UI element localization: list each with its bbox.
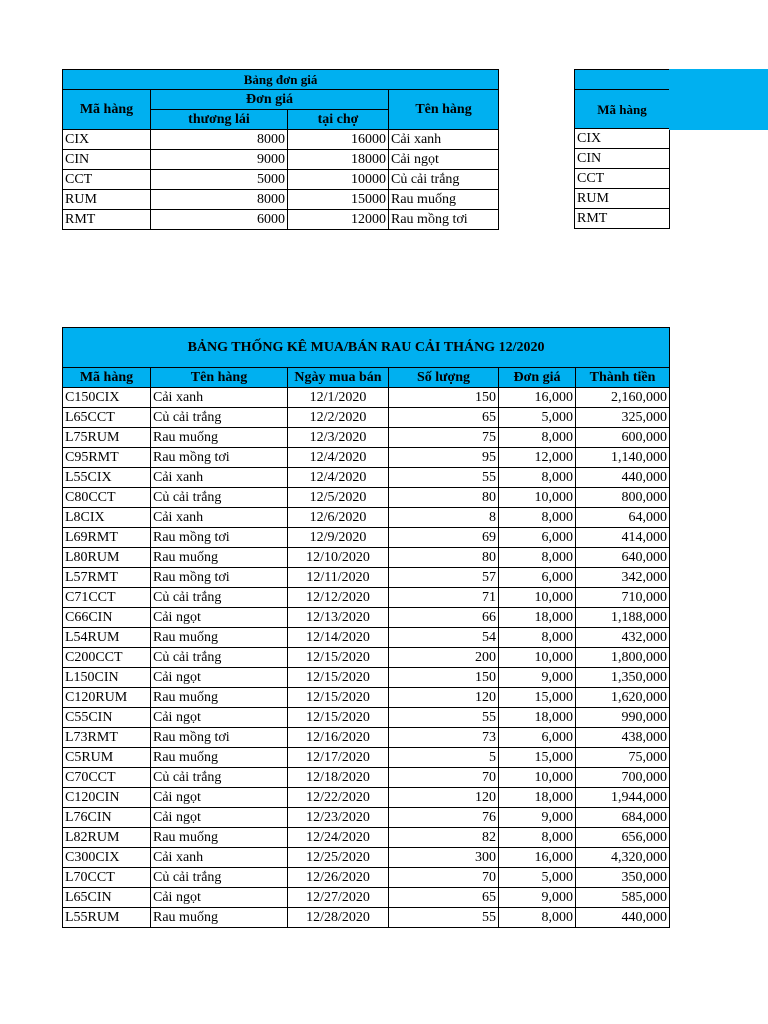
stats-date-cell: 12/9/2020: [288, 528, 389, 548]
price-code-cell: CIN: [63, 150, 151, 170]
stats-code-cell: L75RUM: [63, 428, 151, 448]
stats-row: [63, 588, 670, 608]
price-row: [63, 170, 499, 190]
price-col-name: Tên hàng: [389, 90, 499, 130]
lookup-row: [575, 189, 670, 209]
lookup-code-cell: RMT: [575, 209, 670, 229]
stats-total-cell: 325,000: [576, 408, 670, 428]
stats-table: [62, 327, 670, 928]
stats-qty-cell: 71: [389, 588, 499, 608]
stats-name-cell: Rau mồng tơi: [151, 528, 288, 548]
stats-qty-cell: 300: [389, 848, 499, 868]
stats-code-cell: C55CIN: [63, 708, 151, 728]
stats-row: [63, 628, 670, 648]
lookup-row: [575, 149, 670, 169]
stats-name-cell: Rau muống: [151, 748, 288, 768]
stats-price-cell: 16,000: [499, 388, 576, 408]
stats-price-cell: 9,000: [499, 888, 576, 908]
stats-total-cell: 1,140,000: [576, 448, 670, 468]
stats-date-cell: 12/10/2020: [288, 548, 389, 568]
stats-date-cell: 12/12/2020: [288, 588, 389, 608]
price-row: [63, 210, 499, 230]
stats-date-cell: 12/25/2020: [288, 848, 389, 868]
stats-total-cell: 440,000: [576, 468, 670, 488]
price-name-cell: Cải xanh: [389, 130, 499, 150]
stats-date-cell: 12/15/2020: [288, 708, 389, 728]
stats-code-cell: C95RMT: [63, 448, 151, 468]
stats-row: [63, 688, 670, 708]
stats-code-cell: L65CIN: [63, 888, 151, 908]
stats-price-cell: 6,000: [499, 728, 576, 748]
stats-row: [63, 668, 670, 688]
stats-price-cell: 6,000: [499, 568, 576, 588]
stats-date-cell: 12/6/2020: [288, 508, 389, 528]
stats-name-cell: Củ cải trắng: [151, 868, 288, 888]
stats-date-cell: 12/15/2020: [288, 668, 389, 688]
price-name-cell: Rau muống: [389, 190, 499, 210]
stats-price-cell: 18,000: [499, 708, 576, 728]
stats-row: [63, 508, 670, 528]
price-market-cell: 16000: [288, 130, 389, 150]
stats-name-cell: Rau muống: [151, 688, 288, 708]
lookup-row: [575, 129, 670, 149]
stats-date-cell: 12/28/2020: [288, 908, 389, 928]
stats-row: [63, 748, 670, 768]
stats-total-cell: 75,000: [576, 748, 670, 768]
stats-date-cell: 12/11/2020: [288, 568, 389, 588]
price-market-cell: 12000: [288, 210, 389, 230]
stats-code-cell: L55RUM: [63, 908, 151, 928]
price-market-cell: 18000: [288, 150, 389, 170]
stats-date-cell: 12/18/2020: [288, 768, 389, 788]
stats-total-cell: 432,000: [576, 628, 670, 648]
stats-qty-cell: 120: [389, 788, 499, 808]
stats-price-cell: 18,000: [499, 788, 576, 808]
price-wholesale-cell: 5000: [151, 170, 288, 190]
stats-name-cell: Cải xanh: [151, 508, 288, 528]
stats-name-cell: Rau muống: [151, 908, 288, 928]
stats-name-cell: Cải xanh: [151, 468, 288, 488]
stats-name-cell: Rau mồng tơi: [151, 728, 288, 748]
stats-price-cell: 8,000: [499, 908, 576, 928]
stats-total-cell: 1,188,000: [576, 608, 670, 628]
stats-qty-cell: 54: [389, 628, 499, 648]
stats-total-cell: 1,800,000: [576, 648, 670, 668]
stats-row: [63, 848, 670, 868]
stats-total-cell: 1,620,000: [576, 688, 670, 708]
price-table-body: [63, 130, 499, 230]
stats-date-cell: 12/22/2020: [288, 788, 389, 808]
stats-price-cell: 18,000: [499, 608, 576, 628]
stats-qty-cell: 66: [389, 608, 499, 628]
stats-price-cell: 15,000: [499, 748, 576, 768]
lookup-blank-header: [575, 70, 670, 90]
blue-header-block: [669, 69, 768, 130]
stats-name-cell: Cải ngọt: [151, 808, 288, 828]
stats-col-header: Đơn giá: [499, 368, 576, 388]
stats-row: [63, 728, 670, 748]
stats-total-cell: 640,000: [576, 548, 670, 568]
stats-price-cell: 5,000: [499, 408, 576, 428]
price-name-cell: Cải ngọt: [389, 150, 499, 170]
stats-price-cell: 8,000: [499, 628, 576, 648]
stats-code-cell: L57RMT: [63, 568, 151, 588]
stats-price-cell: 10,000: [499, 488, 576, 508]
stats-total-cell: 710,000: [576, 588, 670, 608]
stats-date-cell: 12/16/2020: [288, 728, 389, 748]
stats-name-cell: Củ cải trắng: [151, 648, 288, 668]
stats-row: [63, 528, 670, 548]
lookup-row: [575, 209, 670, 229]
price-code-cell: RUM: [63, 190, 151, 210]
stats-code-cell: C200CCT: [63, 648, 151, 668]
price-table-title: Bảng đơn giá: [63, 70, 499, 90]
stats-col-header: Ngày mua bán: [288, 368, 389, 388]
stats-price-cell: 8,000: [499, 828, 576, 848]
stats-qty-cell: 95: [389, 448, 499, 468]
stats-price-cell: 8,000: [499, 428, 576, 448]
stats-code-cell: C150CIX: [63, 388, 151, 408]
stats-code-cell: C71CCT: [63, 588, 151, 608]
stats-total-cell: 342,000: [576, 568, 670, 588]
lookup-code-cell: CCT: [575, 169, 670, 189]
lookup-row: [575, 169, 670, 189]
stats-qty-cell: 57: [389, 568, 499, 588]
price-market-cell: 10000: [288, 170, 389, 190]
lookup-code-cell: CIN: [575, 149, 670, 169]
stats-code-cell: L80RUM: [63, 548, 151, 568]
price-col-market: tại chợ: [288, 110, 389, 130]
stats-date-cell: 12/1/2020: [288, 388, 389, 408]
stats-price-cell: 10,000: [499, 768, 576, 788]
price-col-code: Mã hàng: [63, 90, 151, 130]
stats-date-cell: 12/27/2020: [288, 888, 389, 908]
stats-date-cell: 12/17/2020: [288, 748, 389, 768]
stats-qty-cell: 55: [389, 708, 499, 728]
stats-col-header: Số lượng: [389, 368, 499, 388]
stats-price-cell: 8,000: [499, 548, 576, 568]
stats-qty-cell: 69: [389, 528, 499, 548]
stats-table-body: [63, 388, 670, 928]
stats-price-cell: 6,000: [499, 528, 576, 548]
stats-total-cell: 990,000: [576, 708, 670, 728]
stats-row: [63, 828, 670, 848]
stats-qty-cell: 65: [389, 888, 499, 908]
stats-code-cell: L8CIX: [63, 508, 151, 528]
stats-qty-cell: 150: [389, 668, 499, 688]
stats-row: [63, 488, 670, 508]
stats-row: [63, 908, 670, 928]
stats-name-cell: Củ cải trắng: [151, 768, 288, 788]
price-code-cell: RMT: [63, 210, 151, 230]
stats-col-header: Tên hàng: [151, 368, 288, 388]
stats-price-cell: 9,000: [499, 808, 576, 828]
stats-price-cell: 8,000: [499, 508, 576, 528]
stats-row: [63, 648, 670, 668]
stats-code-cell: C70CCT: [63, 768, 151, 788]
stats-table-title: BẢNG THỐNG KÊ MUA/BÁN RAU CẢI THÁNG 12/2020: [63, 328, 670, 368]
stats-code-cell: C5RUM: [63, 748, 151, 768]
price-col-wholesale: thương lái: [151, 110, 288, 130]
stats-price-cell: 5,000: [499, 868, 576, 888]
stats-date-cell: 12/13/2020: [288, 608, 389, 628]
lookup-col-code: Mã hàng: [575, 90, 670, 129]
stats-qty-cell: 73: [389, 728, 499, 748]
stats-total-cell: 1,350,000: [576, 668, 670, 688]
stats-name-cell: Cải ngọt: [151, 608, 288, 628]
price-wholesale-cell: 8000: [151, 190, 288, 210]
stats-price-cell: 10,000: [499, 588, 576, 608]
stats-code-cell: C300CIX: [63, 848, 151, 868]
stats-qty-cell: 150: [389, 388, 499, 408]
stats-qty-cell: 82: [389, 828, 499, 848]
stats-total-cell: 700,000: [576, 768, 670, 788]
stats-name-cell: Rau mồng tơi: [151, 448, 288, 468]
stats-date-cell: 12/15/2020: [288, 688, 389, 708]
price-name-cell: Rau mồng tơi: [389, 210, 499, 230]
stats-qty-cell: 80: [389, 488, 499, 508]
stats-header-row: [63, 368, 670, 388]
stats-qty-cell: 200: [389, 648, 499, 668]
stats-name-cell: Cải xanh: [151, 388, 288, 408]
stats-price-cell: 10,000: [499, 648, 576, 668]
lookup-table: [574, 69, 670, 229]
stats-price-cell: 16,000: [499, 848, 576, 868]
stats-total-cell: 350,000: [576, 868, 670, 888]
stats-date-cell: 12/26/2020: [288, 868, 389, 888]
stats-code-cell: L55CIX: [63, 468, 151, 488]
stats-row: [63, 868, 670, 888]
stats-code-cell: C120CIN: [63, 788, 151, 808]
stats-row: [63, 768, 670, 788]
stats-name-cell: Củ cải trắng: [151, 588, 288, 608]
stats-row: [63, 568, 670, 588]
stats-price-cell: 9,000: [499, 668, 576, 688]
stats-total-cell: 656,000: [576, 828, 670, 848]
price-row: [63, 190, 499, 210]
stats-code-cell: C120RUM: [63, 688, 151, 708]
stats-row: [63, 808, 670, 828]
stats-name-cell: Cải ngọt: [151, 888, 288, 908]
stats-qty-cell: 70: [389, 868, 499, 888]
lookup-table-body: [575, 129, 670, 229]
stats-code-cell: L150CIN: [63, 668, 151, 688]
price-market-cell: 15000: [288, 190, 389, 210]
stats-date-cell: 12/14/2020: [288, 628, 389, 648]
price-code-cell: CCT: [63, 170, 151, 190]
stats-date-cell: 12/15/2020: [288, 648, 389, 668]
stats-row: [63, 428, 670, 448]
price-row: [63, 130, 499, 150]
stats-qty-cell: 65: [389, 408, 499, 428]
stats-name-cell: Củ cải trắng: [151, 408, 288, 428]
stats-qty-cell: 55: [389, 908, 499, 928]
stats-code-cell: L82RUM: [63, 828, 151, 848]
stats-qty-cell: 80: [389, 548, 499, 568]
stats-price-cell: 15,000: [499, 688, 576, 708]
stats-name-cell: Rau muống: [151, 628, 288, 648]
stats-row: [63, 408, 670, 428]
price-table: [62, 69, 499, 230]
stats-total-cell: 440,000: [576, 908, 670, 928]
stats-code-cell: L76CIN: [63, 808, 151, 828]
price-wholesale-cell: 9000: [151, 150, 288, 170]
lookup-code-cell: CIX: [575, 129, 670, 149]
stats-code-cell: L54RUM: [63, 628, 151, 648]
stats-code-cell: L73RMT: [63, 728, 151, 748]
stats-total-cell: 585,000: [576, 888, 670, 908]
stats-name-cell: Rau muống: [151, 828, 288, 848]
stats-qty-cell: 55: [389, 468, 499, 488]
price-code-cell: CIX: [63, 130, 151, 150]
stats-row: [63, 448, 670, 468]
price-row: [63, 150, 499, 170]
stats-total-cell: 414,000: [576, 528, 670, 548]
stats-col-header: Thành tiền: [576, 368, 670, 388]
stats-name-cell: Cải xanh: [151, 848, 288, 868]
stats-code-cell: L70CCT: [63, 868, 151, 888]
stats-code-cell: C66CIN: [63, 608, 151, 628]
stats-name-cell: Rau muống: [151, 548, 288, 568]
stats-qty-cell: 120: [389, 688, 499, 708]
stats-row: [63, 548, 670, 568]
stats-code-cell: L69RMT: [63, 528, 151, 548]
stats-name-cell: Cải ngọt: [151, 668, 288, 688]
stats-qty-cell: 8: [389, 508, 499, 528]
stats-total-cell: 64,000: [576, 508, 670, 528]
stats-row: [63, 608, 670, 628]
stats-total-cell: 684,000: [576, 808, 670, 828]
stats-total-cell: 600,000: [576, 428, 670, 448]
stats-price-cell: 12,000: [499, 448, 576, 468]
stats-name-cell: Củ cải trắng: [151, 488, 288, 508]
stats-row: [63, 708, 670, 728]
stats-date-cell: 12/3/2020: [288, 428, 389, 448]
stats-total-cell: 2,160,000: [576, 388, 670, 408]
stats-total-cell: 438,000: [576, 728, 670, 748]
stats-name-cell: Cải ngọt: [151, 788, 288, 808]
price-col-price: Đơn giá: [151, 90, 389, 110]
stats-col-header: Mã hàng: [63, 368, 151, 388]
stats-qty-cell: 76: [389, 808, 499, 828]
stats-qty-cell: 75: [389, 428, 499, 448]
stats-name-cell: Cải ngọt: [151, 708, 288, 728]
price-name-cell: Củ cải trắng: [389, 170, 499, 190]
stats-row: [63, 388, 670, 408]
stats-row: [63, 788, 670, 808]
stats-date-cell: 12/23/2020: [288, 808, 389, 828]
price-wholesale-cell: 6000: [151, 210, 288, 230]
stats-total-cell: 1,944,000: [576, 788, 670, 808]
stats-date-cell: 12/24/2020: [288, 828, 389, 848]
stats-total-cell: 800,000: [576, 488, 670, 508]
stats-total-cell: 4,320,000: [576, 848, 670, 868]
price-wholesale-cell: 8000: [151, 130, 288, 150]
lookup-code-cell: RUM: [575, 189, 670, 209]
stats-code-cell: C80CCT: [63, 488, 151, 508]
stats-price-cell: 8,000: [499, 468, 576, 488]
stats-qty-cell: 70: [389, 768, 499, 788]
stats-name-cell: Rau mồng tơi: [151, 568, 288, 588]
stats-qty-cell: 5: [389, 748, 499, 768]
stats-date-cell: 12/5/2020: [288, 488, 389, 508]
stats-row: [63, 888, 670, 908]
stats-code-cell: L65CCT: [63, 408, 151, 428]
stats-date-cell: 12/4/2020: [288, 468, 389, 488]
stats-name-cell: Rau muống: [151, 428, 288, 448]
stats-date-cell: 12/4/2020: [288, 448, 389, 468]
stats-date-cell: 12/2/2020: [288, 408, 389, 428]
stats-row: [63, 468, 670, 488]
